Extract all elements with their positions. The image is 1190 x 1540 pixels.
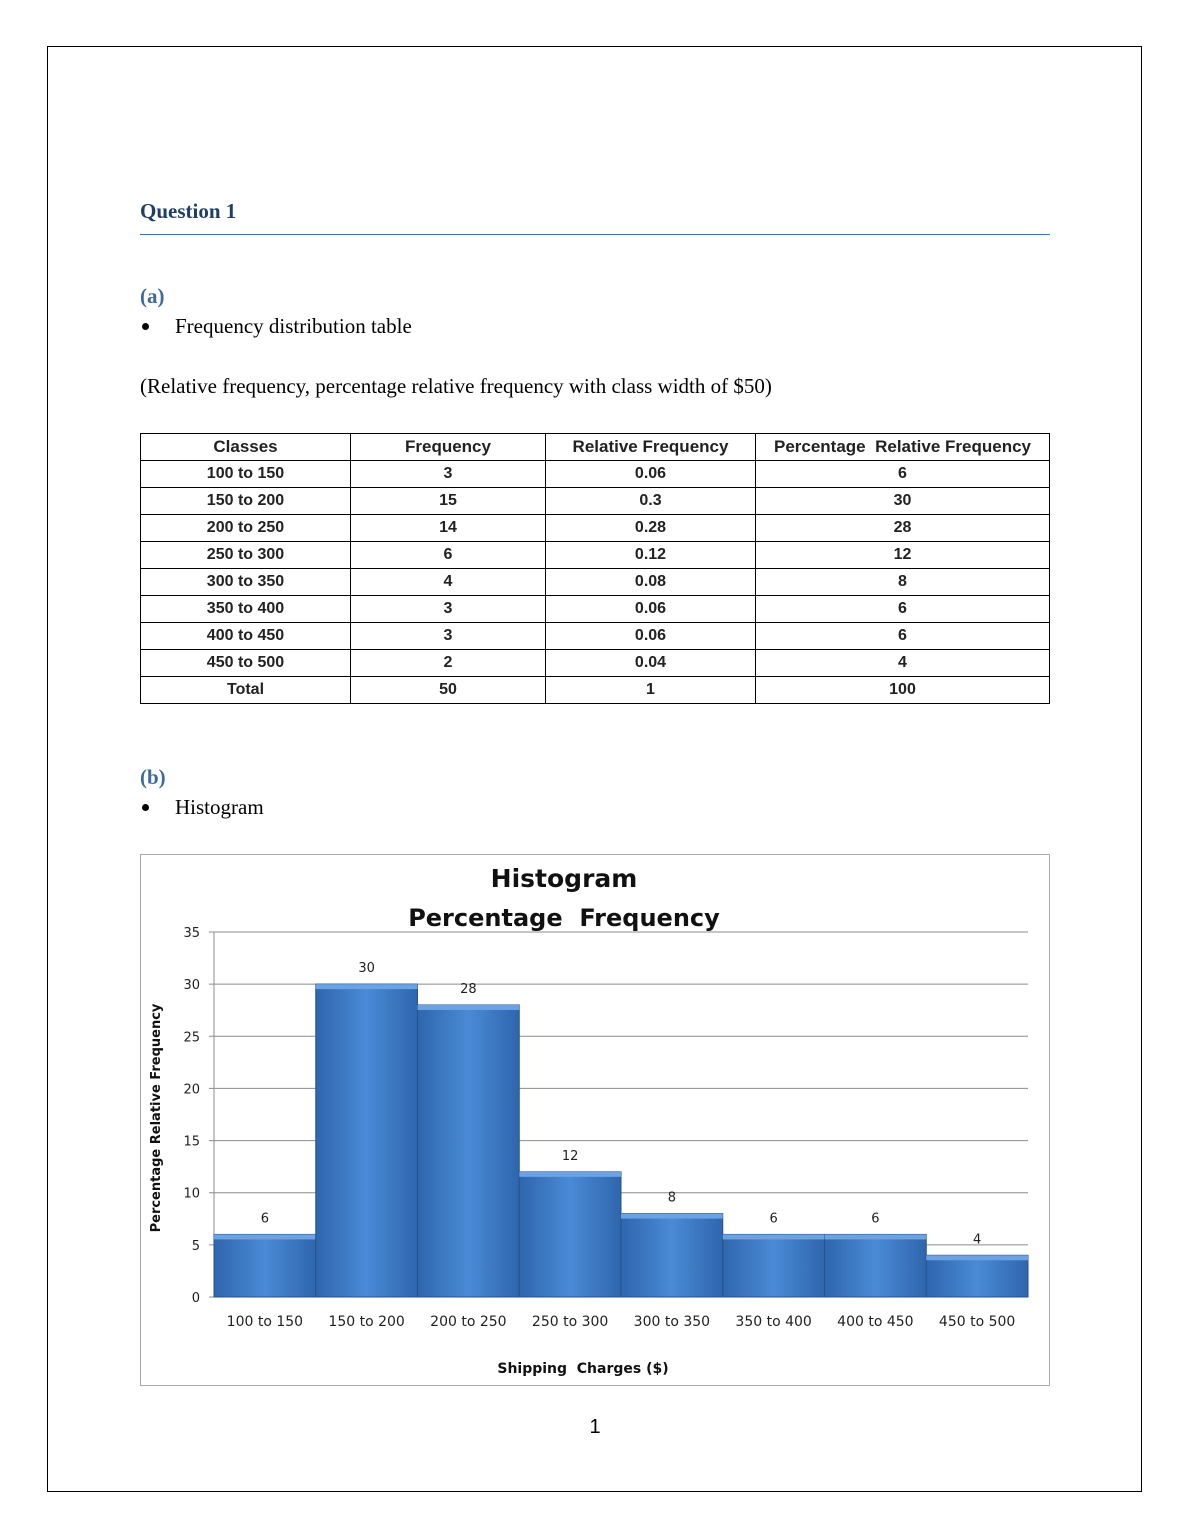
- histogram-bar: [621, 1214, 723, 1297]
- data-label: 6: [769, 1211, 778, 1227]
- chart-title: Histogram: [490, 864, 638, 893]
- cell-frequency: 14: [351, 515, 546, 542]
- cell-relative-frequency: 0.06: [546, 461, 756, 488]
- cell-class: 400 to 450: [141, 623, 351, 650]
- cell-percentage: 4: [756, 650, 1050, 677]
- bar-top-highlight: [926, 1255, 1028, 1260]
- cell-class: 150 to 200: [141, 488, 351, 515]
- x-tick-label: 150 to 200: [328, 1314, 405, 1330]
- cell-percentage: 100: [756, 677, 1050, 704]
- bar-top-highlight: [519, 1172, 621, 1177]
- histogram-svg: [141, 855, 1049, 1385]
- cell-frequency: 4: [351, 569, 546, 596]
- x-tick-label: 200 to 250: [430, 1314, 507, 1330]
- cell-relative-frequency: 0.28: [546, 515, 756, 542]
- table-row: [141, 488, 1050, 515]
- header-classes: Classes: [141, 434, 351, 461]
- data-label: 4: [972, 1232, 982, 1248]
- cell-relative-frequency: 0.04: [546, 650, 756, 677]
- chart-subtitle: Percentage Frequency: [408, 904, 720, 932]
- histogram-bar: [825, 1234, 927, 1297]
- bullet-icon: [142, 804, 149, 811]
- cell-frequency: 3: [351, 461, 546, 488]
- page-number: 1: [589, 1416, 601, 1438]
- y-tick-label: 5: [191, 1238, 200, 1254]
- cell-frequency: 6: [351, 542, 546, 569]
- frequency-table: [140, 433, 1050, 704]
- cell-percentage: 6: [756, 596, 1050, 623]
- cell-class: 100 to 150: [141, 461, 351, 488]
- bar-top-highlight: [316, 984, 418, 989]
- question-heading: Question 1: [140, 199, 237, 223]
- x-tick-label: 350 to 400: [735, 1314, 812, 1330]
- y-tick-label: 15: [183, 1134, 200, 1150]
- cell-percentage: 8: [756, 569, 1050, 596]
- table-total-row: [141, 677, 1050, 704]
- cell-frequency: 3: [351, 623, 546, 650]
- y-tick-label: 35: [183, 926, 200, 941]
- table-row: [141, 542, 1050, 569]
- cell-class: 200 to 250: [141, 515, 351, 542]
- y-tick-label: 0: [191, 1291, 200, 1306]
- y-axis-label: Percentage Relative Frequency: [149, 1003, 164, 1233]
- table-row: [141, 569, 1050, 596]
- cell-frequency: 15: [351, 488, 546, 515]
- histogram-bar: [214, 1234, 316, 1297]
- header-frequency: Frequency: [351, 434, 546, 461]
- bar-top-highlight: [214, 1234, 316, 1239]
- bar-top-highlight: [418, 1005, 520, 1010]
- x-tick-label: 400 to 450: [837, 1314, 914, 1330]
- heading-underline: [140, 234, 1050, 235]
- cell-class: 250 to 300: [141, 542, 351, 569]
- part-b-bullet-text: Histogram: [175, 795, 264, 819]
- header-percentage-relative-frequency: Percentage Relative Frequency: [756, 434, 1050, 461]
- x-axis-label: Shipping Charges ($): [497, 1361, 669, 1377]
- header-relative-frequency: Relative Frequency: [546, 434, 756, 461]
- data-label: 12: [561, 1148, 579, 1164]
- bar-top-highlight: [621, 1214, 723, 1219]
- cell-percentage: 12: [756, 542, 1050, 569]
- histogram-bar: [926, 1255, 1028, 1297]
- cell-relative-frequency: 0.08: [546, 569, 756, 596]
- cell-frequency: 50: [351, 677, 546, 704]
- table-row: [141, 650, 1050, 677]
- cell-frequency: 3: [351, 596, 546, 623]
- histogram-bar: [418, 1005, 520, 1297]
- data-label: 8: [667, 1190, 677, 1206]
- histogram-bar: [723, 1234, 825, 1297]
- table-row: [141, 596, 1050, 623]
- part-a-bullet-text: Frequency distribution table: [175, 314, 412, 338]
- data-label: 30: [358, 961, 375, 977]
- cell-percentage: 6: [756, 623, 1050, 650]
- x-tick-label: 250 to 300: [531, 1314, 609, 1330]
- cell-relative-frequency: 0.3: [546, 488, 756, 515]
- cell-frequency: 2: [351, 650, 546, 677]
- x-tick-label: 100 to 150: [226, 1314, 304, 1330]
- y-tick-label: 10: [183, 1186, 200, 1202]
- histogram-bar: [316, 984, 418, 1297]
- histogram-chart: [140, 854, 1050, 1386]
- cell-percentage: 30: [756, 488, 1050, 515]
- data-label: 28: [460, 982, 477, 997]
- histogram-bar: [519, 1172, 621, 1297]
- y-tick-label: 30: [183, 978, 200, 994]
- part-b-label: (b): [140, 765, 166, 789]
- part-a-bullet: [140, 314, 412, 339]
- table-row: [141, 461, 1050, 488]
- table-row: [141, 515, 1050, 542]
- bar-top-highlight: [825, 1234, 927, 1239]
- data-label: 6: [871, 1211, 880, 1227]
- x-tick-label: 450 to 500: [938, 1314, 1016, 1330]
- cell-class: 300 to 350: [141, 569, 351, 596]
- y-tick-label: 20: [183, 1082, 200, 1098]
- y-tick-label: 25: [183, 1030, 200, 1046]
- cell-class: 350 to 400: [141, 596, 351, 623]
- cell-percentage: 6: [756, 461, 1050, 488]
- table-header-row: [141, 434, 1050, 461]
- cell-relative-frequency: 0.06: [546, 623, 756, 650]
- table-description: (Relative frequency, percentage relative frequency with class width of $50): [140, 374, 772, 398]
- x-tick-label: 300 to 350: [633, 1314, 711, 1330]
- cell-class: 450 to 500: [141, 650, 351, 677]
- cell-relative-frequency: 0.12: [546, 542, 756, 569]
- data-label: 6: [260, 1211, 270, 1227]
- cell-relative-frequency: 0.06: [546, 596, 756, 623]
- bar-top-highlight: [723, 1234, 825, 1239]
- table-row: [141, 623, 1050, 650]
- cell-relative-frequency: 1: [546, 677, 756, 704]
- cell-percentage: 28: [756, 515, 1050, 542]
- bullet-icon: [142, 323, 149, 330]
- part-a-label: (a): [140, 284, 165, 308]
- part-b-bullet: [140, 795, 264, 820]
- cell-class: Total: [141, 677, 351, 704]
